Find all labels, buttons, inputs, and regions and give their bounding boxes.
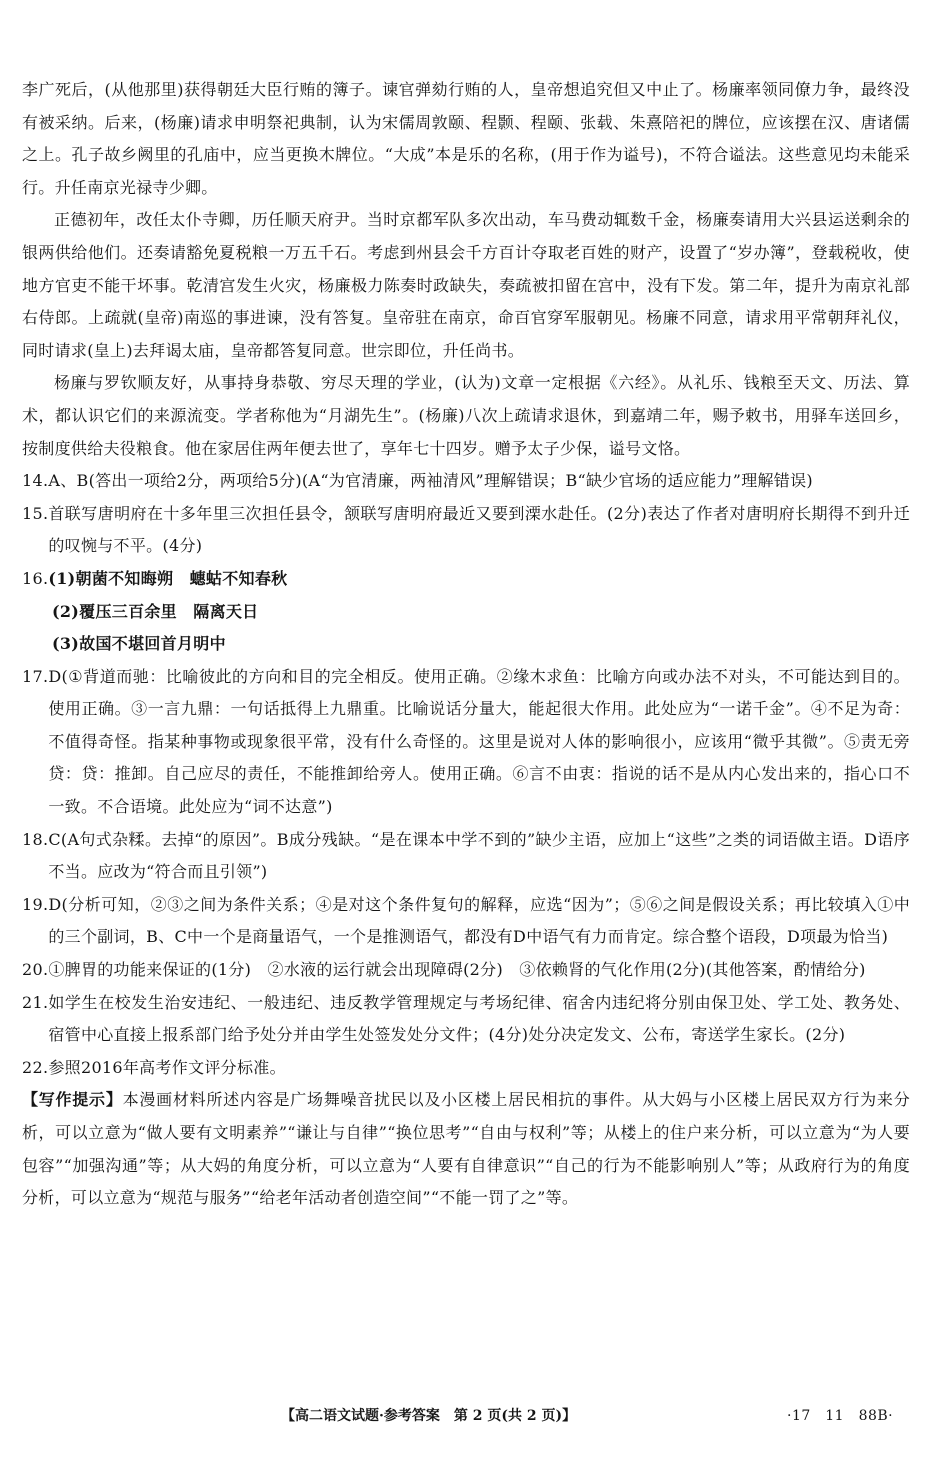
- footer-title: 【高二语文试题·参考答案 第 2 页(共 2 页)】: [281, 1408, 577, 1424]
- answer-number: 15.: [22, 503, 49, 523]
- translation-paragraph: 李广死后，(从他那里)获得朝廷大臣行贿的簿子。谏官弹劾行贿的人，皇帝想追究但又中止了。杨廉率领同僚力争，最终没有被采纳。后来，(杨廉)请求申明祭祀典制，认为宋儒周敦颐、程颢、程颐、张载、朱熹陪祀的牌位，应该摆在汉、唐诸儒之上。孔子故乡阙里的孔庙中，应当更换木牌位。“大成”本是乐的名称，(用于作为谥号)，不符合谥法。这些意见均未能采行。升任南京光禄寺少卿。: [22, 80, 910, 197]
- answer-text: ①脾胃的功能来保证的(1分) ②水液的运行就会出现障碍(2分) ③依赖肾的气化作用(2分)(其他答案，酌情给分): [48, 960, 866, 980]
- answer-text: C(A句式杂糅。去掉“的原因”。B成分残缺。“是在课本中学不到的”缺少主语，应加上“这些”之类的词语做主语。D语序不当。应改为“符合而且引领”): [48, 829, 910, 882]
- answer-16-sub: (2)覆压三百余里 隔离天日: [52, 601, 259, 621]
- answer-text: 如学生在校发生治安违纪、一般违纪、违反教学管理规定与考场纪律、宿舍内违纪将分别由保卫处、学工处、教务处、宿管中心直接上报系部门给予处分并由学生处签发处分文件；(4分)处分决定发文、公布，寄送学生家长。(2分): [48, 992, 910, 1045]
- answer-15: [22, 498, 910, 563]
- answer-number: 21.: [22, 992, 49, 1012]
- answer-19: [22, 889, 910, 954]
- answer-text: 参照2016年高考作文评分标准。: [48, 1057, 286, 1077]
- answer-number: 16.: [22, 568, 49, 588]
- answer-number: 19.: [22, 894, 49, 914]
- answer-number: 14.: [22, 471, 49, 491]
- answer-21: [22, 987, 910, 1052]
- answer-text: 首联写唐明府在十多年里三次担任县令，颔联写唐明府最近又要到溧水赴任。(2分)表达了作者对唐明府长期得不到升迁的叹惋与不平。(4分): [48, 503, 910, 556]
- writing-tip-label: 【写作提示】: [22, 1090, 123, 1110]
- document-body: [22, 74, 910, 1215]
- answer-16: [22, 563, 910, 596]
- writing-tip-text: 本漫画材料所述内容是广场舞噪音扰民以及小区楼上居民相抗的事件。从大妈与小区楼上居民双方行为来分析，可以立意为“做人要有文明素养”“谦让与自律”“换位思考”“自由与权利”等；从楼上的住户来分析，可以立意为“为人要包容”“加强沟通”等；从大妈的角度分析，可以立意为“人要有自律意识”“自己的行为不能影响别人”等；从政府行为的角度分析，可以立意为“规范与服务”“给老年活动者创造空间”“不能一罚了之”等。: [22, 1090, 910, 1208]
- page-footer: [0, 1404, 930, 1428]
- answer-text: A、B(答出一项给2分，两项给5分)(A“为官清廉，两袖清风”理解错误；B“缺少官场的适应能力”理解错误): [48, 471, 813, 491]
- answer-number: 17.: [22, 666, 49, 686]
- answer-16-sub: (3)故国不堪回首月明中: [52, 634, 226, 654]
- answer-text: D(①背道而驰：比喻彼此的方向和目的完全相反。使用正确。②缘木求鱼：比喻方向或办法不对头，不可能达到目的。使用正确。③一言九鼎：一句话抵得上九鼎重。比喻说话分量大，能起很大作用。此处应为“一诺千金”。④不足为奇：不值得奇怪。指某种事物或现象很平常，没有什么奇怪的。这里是说对人体的影响很小，应该用“微乎其微”。⑤责无旁贷：贷：推卸。自己应尽的责任，不能推卸给旁人。使用正确。⑥言不由衷：指说的话不是从内心发出来的，指心口不一致。不合语境。此处应为“词不达意”): [48, 666, 910, 817]
- translation-paragraph: 正德初年，改任太仆寺卿，历任顺天府尹。当时京都军队多次出动，车马费动辄数千金，杨廉奏请用大兴县运送剩余的银两供给他们。还奏请豁免夏税粮一万五千石。考虑到州县会千方百计夺取老百姓的财产，设置了“岁办簿”，登载税收，使地方官吏不能干坏事。乾清宫发生火灾，杨廉极力陈奏时政缺失，奏疏被扣留在宫中，没有下发。第二年，提升为南京礼部右侍郎。上疏就(皇帝)南巡的事进谏，没有答复。皇帝驻在南京，命百官穿军服朝见。杨廉不同意，请求用平常朝拜礼仪，同时请求(皇上)去拜谒太庙，皇帝都答复同意。世宗即位，升任尚书。: [22, 210, 910, 360]
- writing-tip: [22, 1084, 910, 1214]
- answer-number: 18.: [22, 829, 49, 849]
- answer-18: [22, 824, 910, 889]
- translation-paragraph: 杨廉与罗钦顺友好，从事持身恭敬、穷尽天理的学业，(认为)文章一定根据《六经》。从礼乐、钱粮至天文、历法、算术，都认识它们的来源流变。学者称他为“月湖先生”。(杨廉)八次上疏请求退休，到嘉靖二年，赐予敕书，用驿车送回乡，按制度供给夫役粮食。他在家居住两年便去世了，享年七十四岁。赠予太子少保，谥号文恪。: [22, 373, 910, 458]
- answer-text: (1)朝菌不知晦朔 蟪蛄不知春秋: [48, 568, 288, 588]
- answer-22: [22, 1052, 910, 1085]
- answer-14: [22, 465, 910, 498]
- answer-text: D(分析可知，②③之间为条件关系；④是对这个条件复句的解释，应选“因为”；⑤⑥之间是假设关系；再比较填入①中的三个副词，B、C中一个是商量语气，一个是推测语气，都没有D中语气有力而肯定。综合整个语段，D项最为恰当): [48, 894, 910, 947]
- answer-number: 20.: [22, 960, 49, 980]
- answer-20: [22, 954, 910, 987]
- footer-code: ·17 11 88B·: [787, 1408, 894, 1424]
- answer-number: 22.: [22, 1057, 49, 1077]
- answer-17: [22, 661, 910, 824]
